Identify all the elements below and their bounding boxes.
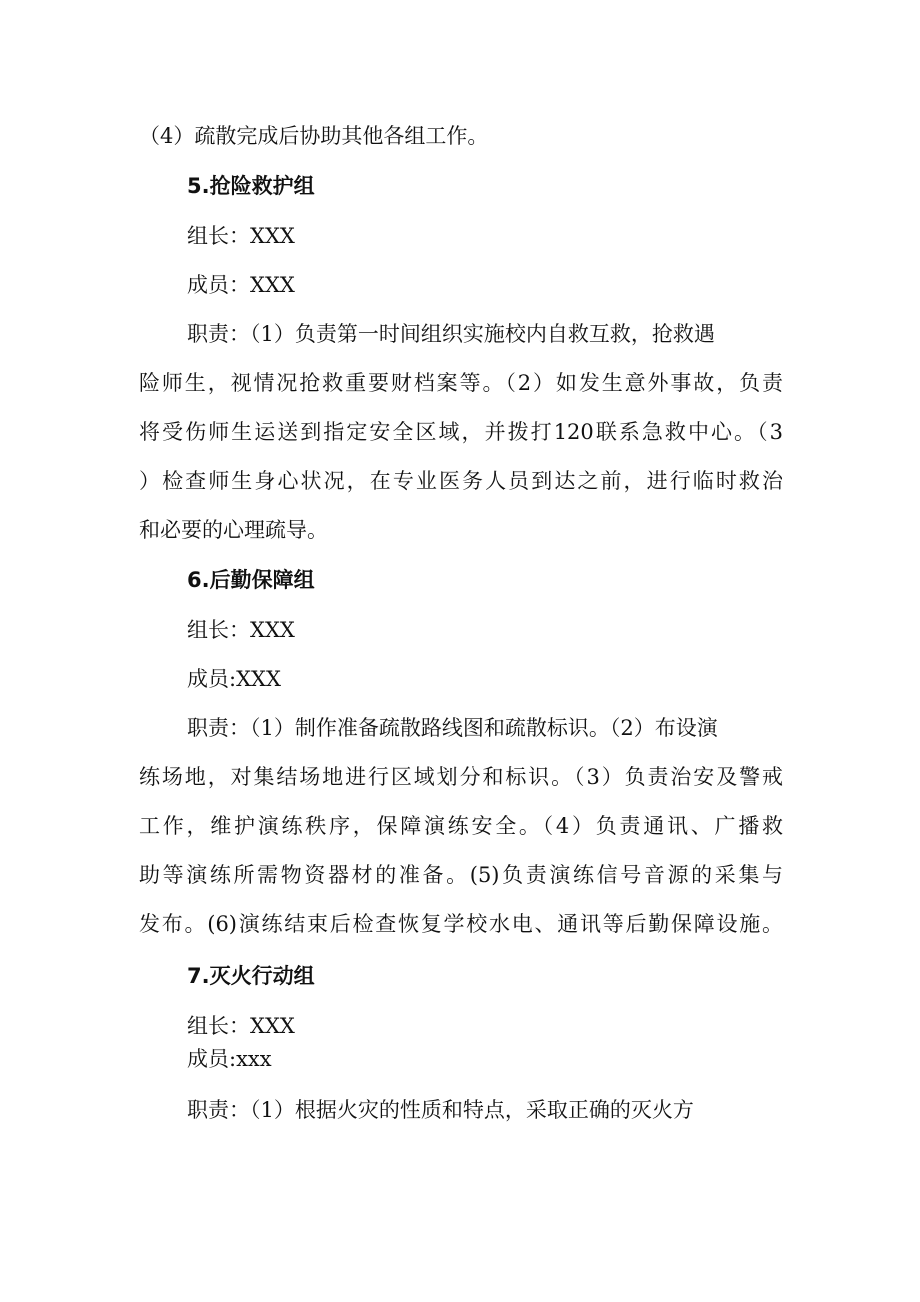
section-heading-firefighting-group: 7.灭火行动组 [187, 964, 315, 988]
rescue-duties-line-3: 将受伤师生运送到指定安全区域，并拨打120联系急救中心。（3 [139, 420, 783, 444]
rescue-group-leader: 组长：XXX [187, 224, 295, 248]
logistics-duties-line-3: 工作，维护演练秩序，保障演练安全。（4）负责通讯、广播救 [139, 814, 783, 838]
section-heading-rescue-group: 5.抢险救护组 [187, 174, 315, 198]
paragraph-evacuation-item-4: （4）疏散完成后协助其他各组工作。 [139, 124, 489, 148]
firefighting-duties-line-1: 职责：（1）根据火灾的性质和特点，采取正确的灭火方 [187, 1098, 694, 1122]
logistics-duties-line-5: 发布。(6)演练结束后检查恢复学校水电、通讯等后勤保障设施。 [139, 912, 783, 936]
logistics-duties-line-2: 练场地，对集结场地进行区域划分和标识。（3）负责治安及警戒 [139, 765, 783, 789]
rescue-duties-line-2: 险师生，视情况抢救重要财档案等。（2）如发生意外事故，负责 [139, 371, 783, 395]
firefighting-group-leader: 组长：XXX [187, 1014, 295, 1038]
logistics-group-leader: 组长：XXX [187, 618, 295, 642]
rescue-group-members: 成员：XXX [187, 273, 295, 297]
logistics-duties-line-4: 助等演练所需物资器材的准备。(5)负责演练信号音源的采集与 [139, 863, 783, 887]
rescue-duties-line-1: 职责：（1）负责第一时间组织实施校内自救互救，抢救遇 [187, 322, 715, 346]
logistics-duties-line-1: 职责：（1）制作准备疏散路线图和疏散标识。（2）布设演 [187, 716, 718, 740]
rescue-duties-line-5: 和必要的心理疏导。 [139, 518, 328, 542]
rescue-duties-line-4: ）检查师生身心状况，在专业医务人员到达之前，进行临时救治 [139, 469, 783, 493]
firefighting-group-members: 成员:xxx [187, 1047, 272, 1071]
logistics-group-members: 成员:XXX [187, 667, 281, 691]
section-heading-logistics-group: 6.后勤保障组 [187, 568, 315, 592]
